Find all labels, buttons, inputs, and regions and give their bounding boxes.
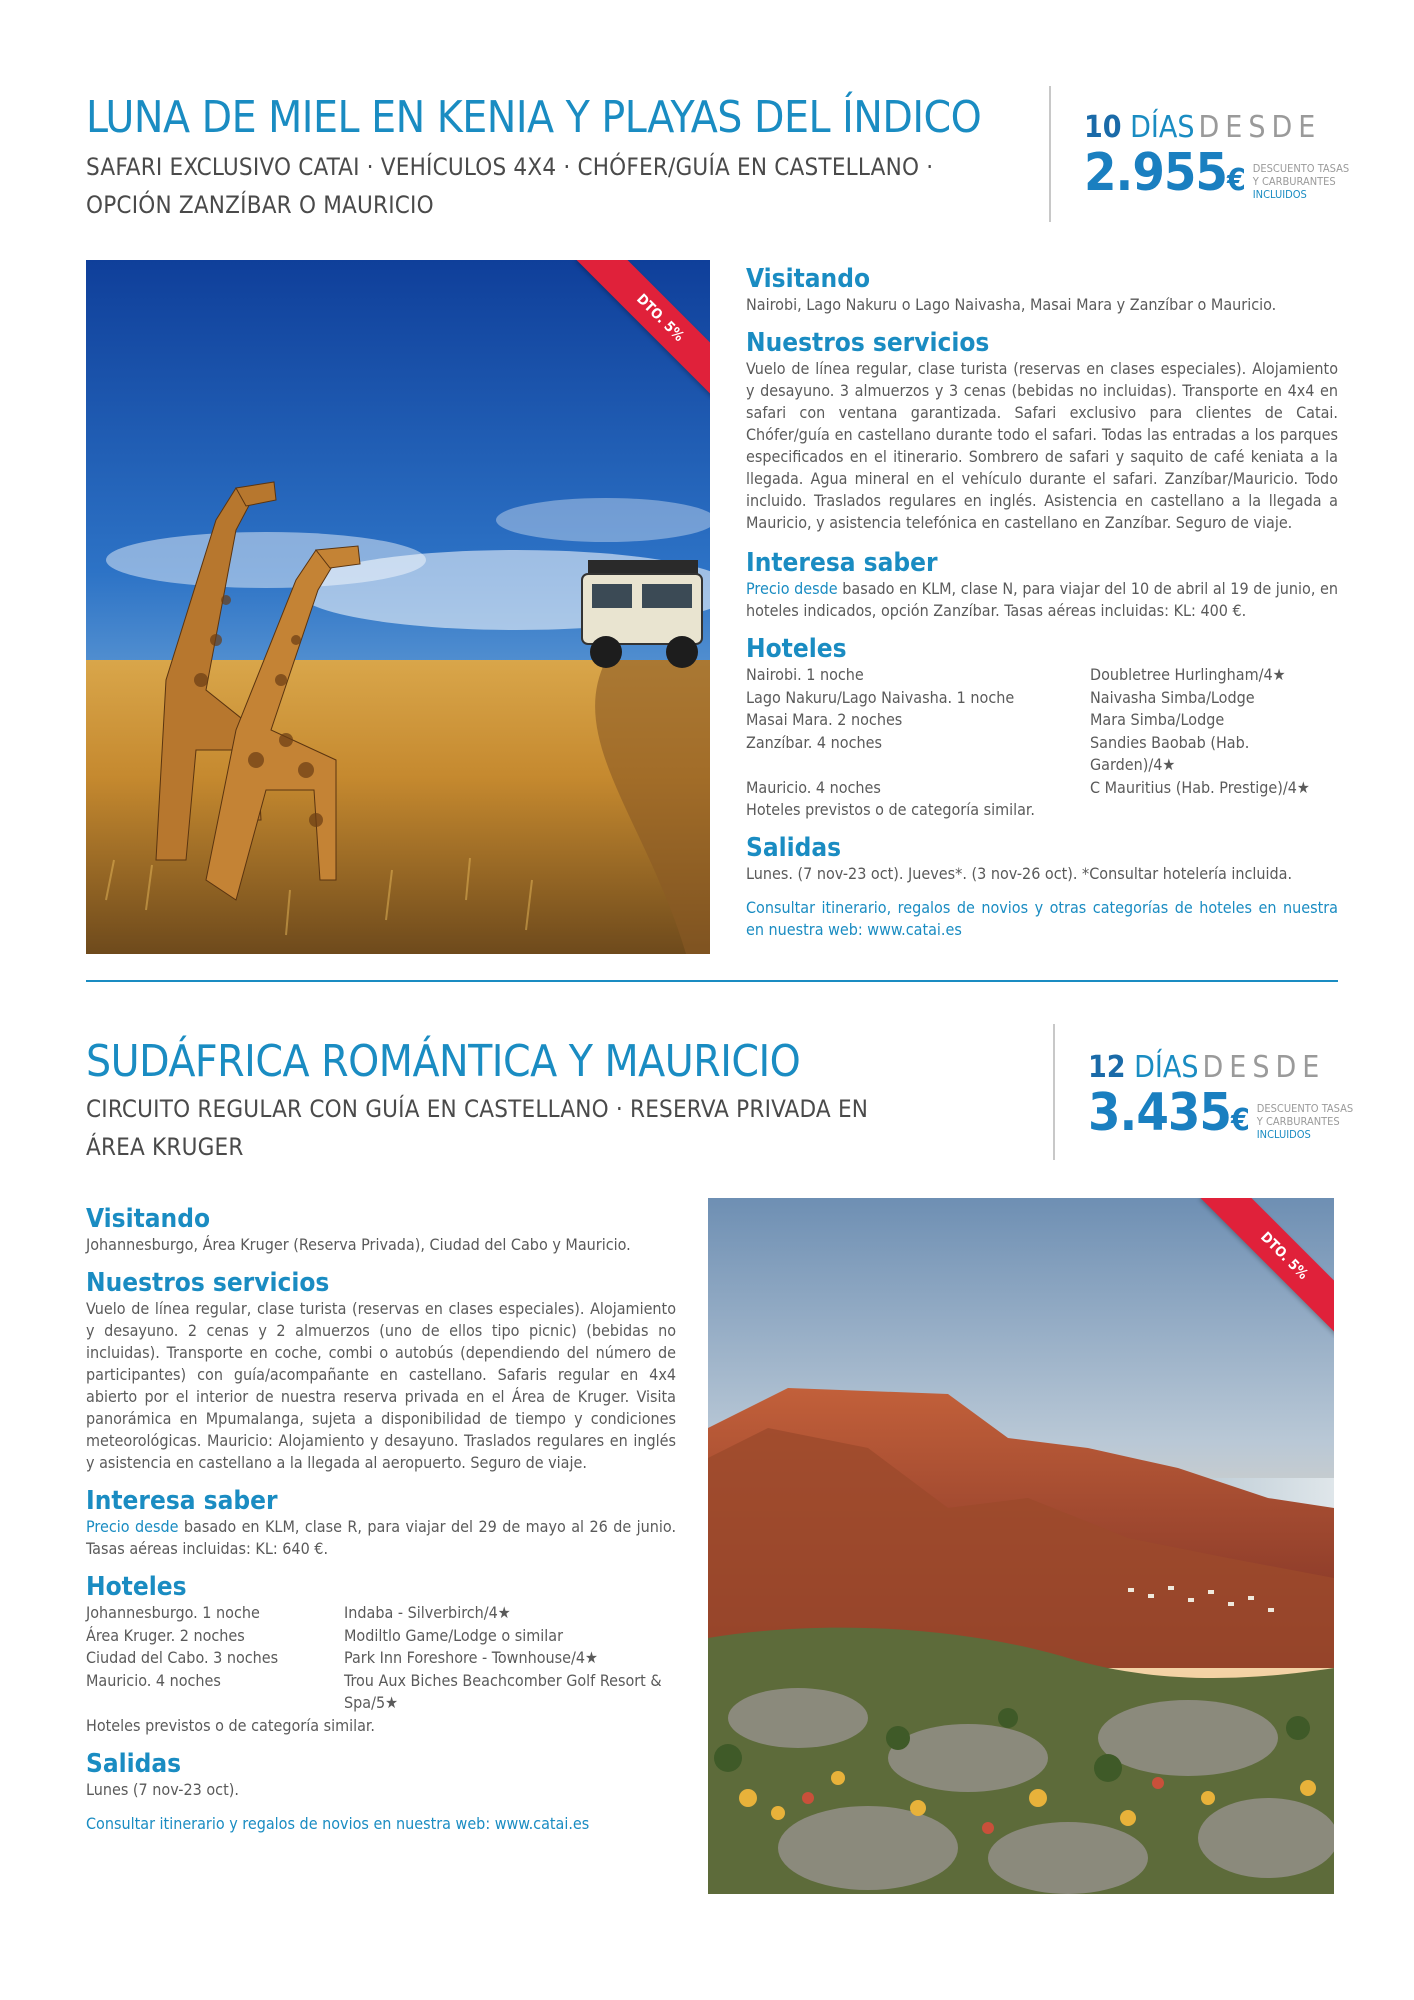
hotel-name: Modiltlo Game/Lodge o similar — [344, 1625, 563, 1645]
trip2-subtitle-line2: ÁREA KRUGER — [86, 1133, 244, 1161]
trip1-interesa-text — [746, 578, 1338, 622]
hotel-city: Mauricio. 4 noches — [746, 777, 881, 797]
trip1-subtitle-line1: SAFARI EXCLUSIVO CATAI · VEHÍCULOS 4X4 · CHÓFER/GUÍA EN CASTELLANO · — [86, 153, 934, 181]
trip2-servicios-heading: Nuestros servicios — [86, 1268, 330, 1298]
trip1-salidas-text: Lunes. (7 nov-23 oct). Jueves*. (3 nov-26 oct). *Consultar hotelería incluida. — [746, 864, 1293, 883]
trip1-price-divider — [1049, 86, 1051, 222]
trip1-title: LUNA DE MIEL EN KENIA Y PLAYAS DEL ÍNDICO — [86, 92, 982, 143]
trip1-hoteles-heading: Hoteles — [746, 634, 847, 664]
trip1-salidas-heading: Salidas — [746, 833, 842, 863]
trip2-desde: DESDE — [1202, 1050, 1326, 1085]
trip1-currency: € — [1226, 163, 1245, 198]
trip2-hotels-list — [86, 1602, 676, 1715]
trip2-price-note — [1257, 1102, 1353, 1141]
trip1-servicios-heading: Nuestros servicios — [746, 328, 990, 358]
hotel-name: Mara Simba/Lodge — [1090, 710, 1225, 729]
trip1-visitando-text: Nairobi, Lago Nakuru o Lago Naivasha, Masai Mara y Zanzíbar o Mauricio. — [746, 295, 1277, 314]
hotel-city: Área Kruger. 2 noches — [86, 1625, 245, 1645]
trip1-interesa-heading: Interesa saber — [746, 548, 938, 578]
trip2-price-note-1: DESCUENTO TASAS — [1256, 1102, 1354, 1115]
hotel-name: Indaba - Silverbirch/4★ — [344, 1603, 511, 1622]
trip2-price-divider — [1053, 1024, 1055, 1160]
trip2-hoteles-heading: Hoteles — [86, 1572, 187, 1602]
trip2-subtitle-line1: CIRCUITO REGULAR CON GUÍA EN CASTELLANO · RESERVA PRIVADA EN — [86, 1095, 869, 1123]
trip1-hotels-list — [746, 664, 1338, 799]
trip1-price-note-3: INCLUIDOS — [1252, 188, 1307, 201]
trip2-price-note-3: INCLUIDOS — [1256, 1128, 1311, 1141]
trip2-salidas-text: Lunes (7 nov-23 oct). — [86, 1779, 239, 1799]
hotel-name: Park Inn Foreshore - Townhouse/4★ — [344, 1648, 598, 1667]
trip2-visitando-heading: Visitando — [86, 1204, 211, 1234]
trip2-salidas-heading: Salidas — [86, 1748, 182, 1779]
hotel-name: Sandies Baobab (Hab. Garden)/4★ — [1090, 732, 1250, 774]
hotel-city: Mauricio. 4 noches — [86, 1670, 221, 1690]
trip2-discount-ribbon — [1194, 1198, 1334, 1338]
trip2-price-box — [1088, 1050, 1353, 1147]
trip2-price-amount: 3.435 — [1088, 1083, 1231, 1143]
trip1-price — [1084, 143, 1245, 207]
trip2-precio-desde: Precio desde — [86, 1517, 179, 1536]
trip2-days: 12 — [1088, 1050, 1126, 1085]
trip1-price-box — [1084, 110, 1349, 207]
trip2-price-note-2: Y CARBURANTES — [1256, 1115, 1340, 1128]
trip2-title: SUDÁFRICA ROMÁNTICA Y MAURICIO — [86, 1036, 801, 1087]
trip1-desde: DESDE — [1198, 110, 1322, 145]
trip1-footer-link[interactable]: Consultar itinerario, regalos de novios y otras categorías de hoteles en nuestra en nuestra web: www.catai.es — [746, 898, 1338, 939]
trip2-interesa-text — [86, 1516, 676, 1560]
trip2-interesa-heading: Interesa saber — [86, 1486, 278, 1516]
trip1-precio-desde: Precio desde — [746, 579, 838, 598]
trip1-price-amount: 2.955 — [1084, 143, 1227, 203]
trip1-days: 10 — [1084, 110, 1122, 145]
trip1-days-word: DÍAS — [1130, 110, 1195, 145]
trip2-price — [1088, 1083, 1249, 1147]
hotel-name: Naivasha Simba/Lodge — [1090, 687, 1255, 707]
hotel-city: Ciudad del Cabo. 3 noches — [86, 1648, 279, 1667]
hotel-city: Zanzíbar. 4 noches — [746, 732, 882, 752]
trip2-visitando-text: Johannesburgo, Área Kruger (Reserva Privada), Ciudad del Cabo y Mauricio. — [86, 1235, 631, 1254]
trip1-discount-label: DTO. 5% — [577, 260, 710, 400]
trip1-price-note-2: Y CARBURANTES — [1252, 175, 1336, 188]
trip2-footer-link[interactable]: Consultar itinerario y regalos de novios en nuestra web: www.catai.es — [86, 1813, 590, 1833]
trip2-days-word: DÍAS — [1134, 1050, 1199, 1085]
trip2-subtitle — [86, 1090, 868, 1166]
trip1-interesa-body: basado en KLM, clase N, para viajar del 10 de abril al 19 de junio, en hoteles indicados, opción Zanzíbar. Tasas aéreas incluidas: KL: 400 €. — [746, 579, 1339, 620]
hotel-city: Johannesburgo. 1 noche — [86, 1603, 260, 1622]
trip2-duration — [1088, 1050, 1353, 1085]
trip1-visitando-heading: Visitando — [746, 264, 871, 294]
kenya-safari-photo — [86, 260, 710, 954]
trip1-hotels-note: Hoteles previstos o de categoría similar. — [746, 800, 1035, 819]
hotel-city: Masai Mara. 2 noches — [746, 710, 903, 729]
hotel-name: Trou Aux Biches Beachcomber Golf Resort & Spa/5★ — [344, 1670, 662, 1712]
hotel-name: C Mauritius (Hab. Prestige)/4★ — [1090, 777, 1310, 797]
trip1-subtitle — [86, 148, 933, 224]
hotel-name: Doubletree Hurlingham/4★ — [1090, 665, 1286, 684]
trip1-price-note — [1253, 162, 1349, 201]
trip2-details — [86, 1204, 676, 1835]
trip1-duration — [1084, 110, 1349, 145]
trip1-subtitle-line2: OPCIÓN ZANZÍBAR O MAURICIO — [86, 191, 434, 219]
trip1-details — [746, 264, 1338, 941]
hotel-city: Lago Nakuru/Lago Naivasha. 1 noche — [746, 687, 1015, 707]
trip2-currency: € — [1230, 1103, 1249, 1138]
trip2-discount-label: DTO. 5% — [1201, 1198, 1334, 1338]
trip2-interesa-body: basado en KLM, clase R, para viajar del 29 de mayo al 26 de junio. Tasas aéreas incluidas: KL: 640 €. — [86, 1517, 677, 1558]
cape-town-photo — [708, 1198, 1334, 1894]
trip1-price-note-1: DESCUENTO TASAS — [1252, 162, 1350, 175]
trip2-servicios-text: Vuelo de línea regular, clase turista (reservas en clases especiales). Alojamiento y desayuno. 2 cenas y 2 almuerzos (uno de ellos tipo picnic) (bebidas no incluidas). Transporte en coche, combi o autobús (dependiendo del número de participantes) con guía/acompañante en castellano. Safaris regular en 4x4 abierto por el interior de nuestra reserva privada en el Área de Kruger. Visita panorámica en Mpumalanga, sujeta a disponibilidad de tiempo y condiciones meteorológicas. Mauricio: Alojamiento y desayuno. Traslados regulares en inglés y asistencia en castellano a la llegada al aeropuerto. Seguro de viaje. — [86, 1299, 676, 1472]
hotel-city: Nairobi. 1 noche — [746, 665, 864, 684]
trip1-discount-ribbon — [570, 260, 710, 400]
section-divider — [86, 980, 1338, 982]
trip1-servicios-text: Vuelo de línea regular, clase turista (reservas en clases especiales). Alojamiento y desayuno. 3 almuerzos y 3 cenas (bebidas no incluidas). Transporte en 4x4 en safari con ventana garantizada. Safari exclusivo para clientes de Catai. Chófer/guía en castellano durante todo el safari. Todas las entradas a los parques especificados en el itinerario. Sombrero de safari y saquito de café keniata a la llegada. Agua mineral en el vehículo durante el safari. Zanzíbar/Mauricio. Todo incluido. Traslados regulares en inglés. Asistencia en castellano a la llegada a Mauricio, y asistencia telefónica en castellano en Zanzíbar. Seguro de viaje. — [746, 359, 1338, 532]
trip2-hotels-note: Hoteles previstos o de categoría similar. — [86, 1715, 375, 1735]
